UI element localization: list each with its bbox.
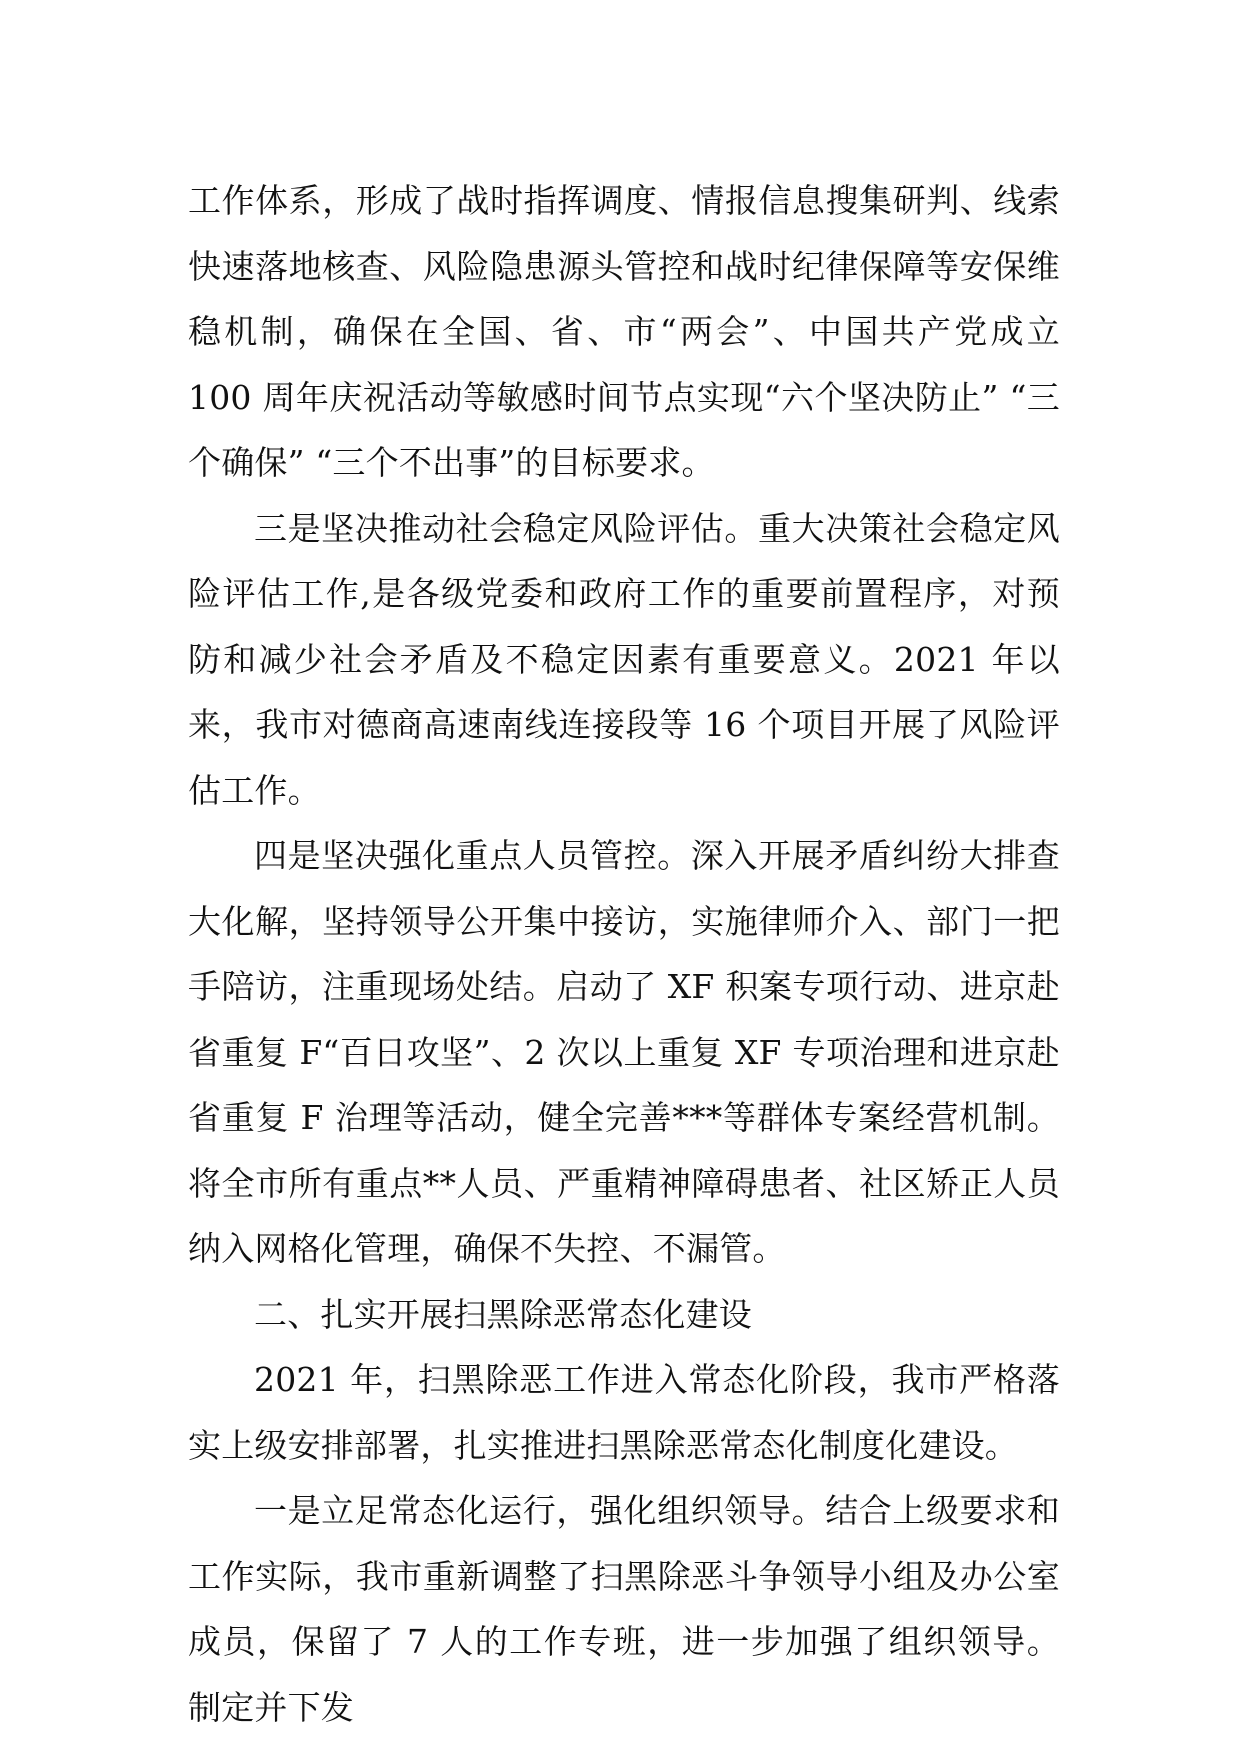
paragraph-4: 2021 年，扫黑除恶工作进入常态化阶段，我市严格落实上级安排部署，扎实推进扫黑除恶常态化制度化建设。 bbox=[188, 1360, 1060, 1465]
paragraph-1: 工作体系，形成了战时指挥调度、情报信息搜集研判、线索快速落地核查、风险隐患源头管控和战时纪律保障等安保维稳机制，确保在全国、省、市“两会”、中国共产党成立 100 周年庆祝活动等敏感时间节点实现“六个坚决防止” “三个确保” “三个不出事”的目标要求。 bbox=[188, 181, 1060, 482]
section-heading: 二、扎实开展扫黑除恶常态化建设 bbox=[254, 1294, 752, 1334]
paragraph-2: 三是坚决推动社会稳定风险评估。重大决策社会稳定风险评估工作,是各级党委和政府工作的重要前置程序，对预防和减少社会矛盾及不稳定因素有重要意义。2021 年以来，我市对德商高速南线连接段等 16 个项目开展了风险评估工作。 bbox=[188, 508, 1060, 810]
paragraph-3: 四是坚决强化重点人员管控。深入开展矛盾纠纷大排查大化解，坚持领导公开集中接访，实施律师介入、部门一把手陪访，注重现场处结。启动了 XF 积案专项行动、进京赴省重复 F“百日攻坚”、2 次以上重复 XF 专项治理和进京赴省重复 F 治理等活动，健全完善***等群体专案经营机制。将全市所有重点**人员、严重精神障碍患者、社区矫正人员纳入网格化管理，确保不失控、不漏管。 bbox=[188, 836, 1060, 1268]
paragraph-5: 一是立足常态化运行，强化组织领导。结合上级要求和工作实际，我市重新调整了扫黑除恶斗争领导小组及办公室成员，保留了 7 人的工作专班，进一步加强了组织领导。制定并下发 bbox=[188, 1491, 1060, 1727]
document-body bbox=[188, 168, 1060, 1740]
